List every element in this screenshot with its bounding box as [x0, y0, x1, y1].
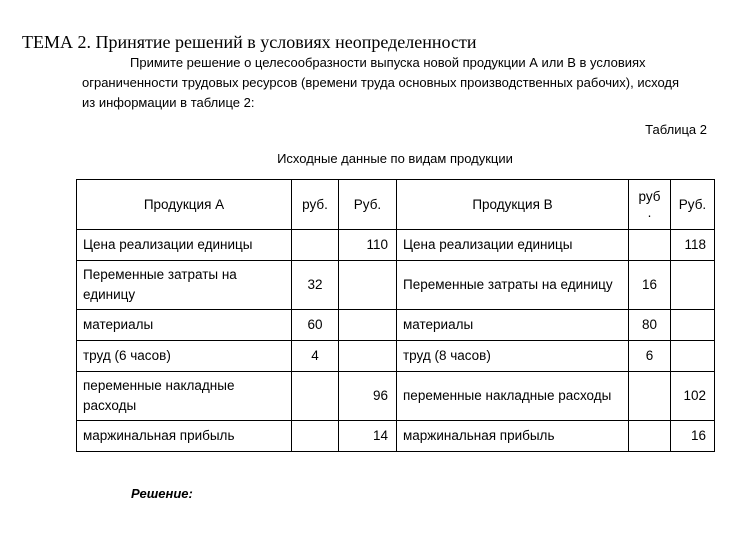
cell-label-a: маржинальная прибыль	[77, 421, 292, 452]
cell-label-b: Цена реализации единицы	[397, 230, 629, 261]
cell-label-a: труд (6 часов)	[77, 341, 292, 372]
cell-label-b: маржинальная прибыль	[397, 421, 629, 452]
cell-value	[629, 230, 671, 261]
header-rub-4: Руб.	[671, 180, 715, 230]
cell-value: 14	[339, 421, 397, 452]
table-row	[77, 310, 715, 341]
cell-value	[629, 421, 671, 452]
table-row	[77, 230, 715, 261]
cell-label-a: Переменные затраты на единицу	[77, 261, 292, 310]
cell-value	[292, 372, 339, 421]
table-number: Таблица 2	[645, 122, 707, 137]
cell-value: 96	[339, 372, 397, 421]
cell-label-a: Цена реализации единицы	[77, 230, 292, 261]
cell-value	[629, 372, 671, 421]
table-row	[77, 372, 715, 421]
cell-label-b: Переменные затраты на единицу	[397, 261, 629, 310]
cell-label-b: труд (8 часов)	[397, 341, 629, 372]
cell-value: 102	[671, 372, 715, 421]
header-rub-2: Руб.	[339, 180, 397, 230]
document-title: ТЕМА 2. Принятие решений в условиях неопределенности	[22, 32, 477, 52]
cell-value: 32	[292, 261, 339, 310]
cell-label-a: переменные накладные расходы	[77, 372, 292, 421]
table-row	[77, 421, 715, 452]
source-data-table	[76, 179, 715, 452]
header-product-b: Продукция В	[397, 180, 629, 230]
cell-label-b: переменные накладные расходы	[397, 372, 629, 421]
cell-value: 60	[292, 310, 339, 341]
header-rub-1: руб.	[292, 180, 339, 230]
cell-value	[339, 341, 397, 372]
cell-value	[292, 230, 339, 261]
cell-value	[671, 261, 715, 310]
cell-value	[292, 421, 339, 452]
cell-value: 118	[671, 230, 715, 261]
cell-value: 6	[629, 341, 671, 372]
cell-value: 4	[292, 341, 339, 372]
header-product-a: Продукция А	[77, 180, 292, 230]
cell-value	[339, 261, 397, 310]
solution-label: Решение:	[131, 486, 193, 501]
task-paragraph	[82, 53, 712, 113]
cell-value	[671, 341, 715, 372]
cell-value	[671, 310, 715, 341]
cell-value: 110	[339, 230, 397, 261]
cell-label-a: материалы	[77, 310, 292, 341]
table-caption: Исходные данные по видам продукции	[277, 151, 513, 166]
cell-value: 16	[629, 261, 671, 310]
task-line-3: из информации в таблице 2:	[82, 95, 255, 110]
cell-value: 80	[629, 310, 671, 341]
task-line-2: ограниченности трудовых ресурсов (времени труда основных производственных рабочих), исходя	[82, 75, 680, 90]
table-row	[77, 341, 715, 372]
cell-value: 16	[671, 421, 715, 452]
task-line-1: Примите решение о целесообразности выпуска новой продукции А или В в условиях	[130, 55, 646, 70]
table-row	[77, 261, 715, 310]
header-rub-3: руб .	[629, 180, 671, 230]
table-header-row	[77, 180, 715, 230]
cell-value	[339, 310, 397, 341]
cell-label-b: материалы	[397, 310, 629, 341]
